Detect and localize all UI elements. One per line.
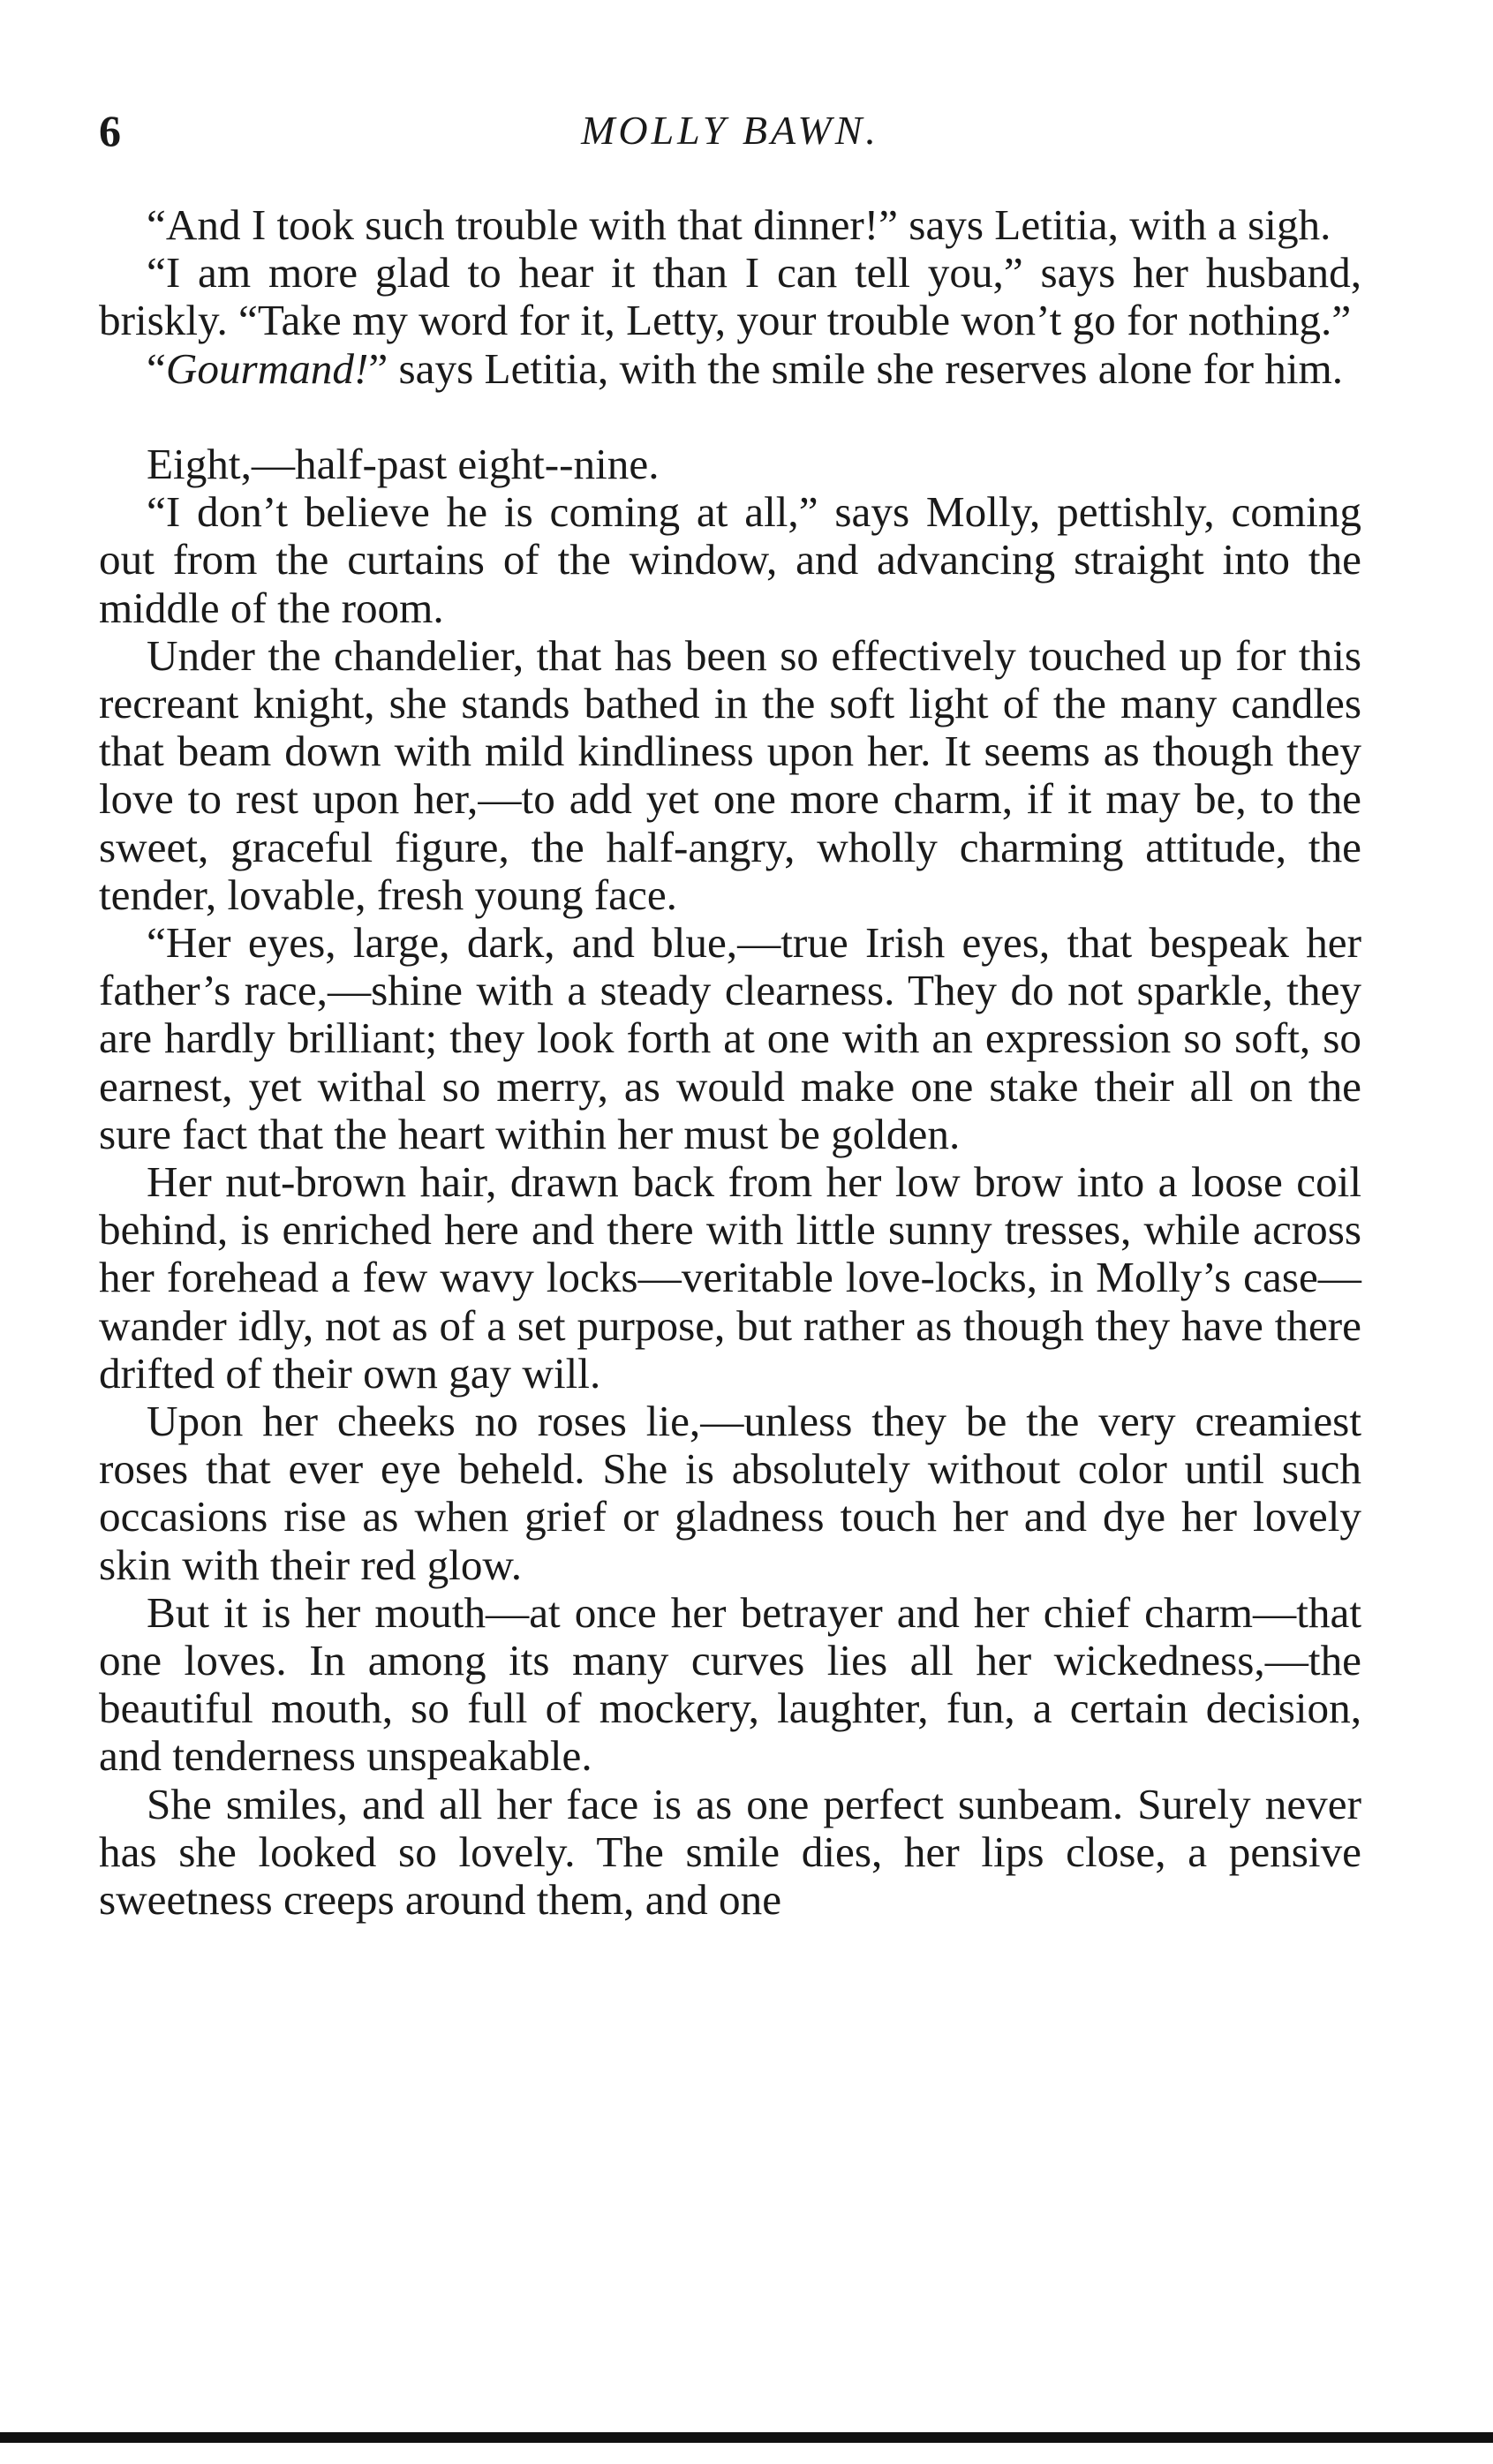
bottom-rule	[0, 2432, 1493, 2443]
paragraph: “And I took such trouble with that dinner!” says Letitia, with a sigh.	[147, 200, 1331, 249]
paragraph	[99, 345, 1361, 393]
paragraph: But it is her mouth—at once her betrayer and her chief charm—that one loves. In among its many curves lies all her wickedness,—the beautiful mouth, so full of mockery, laughter, fun, a certain decision, and tenderness unspeakable.	[99, 1587, 1361, 1781]
paragraph-rest: ” says Letitia, with the smile she reserves alone for him.	[368, 343, 1344, 393]
page-number: 6	[99, 106, 121, 155]
paragraph: Upon her cheeks no roses lie,—unless they be the very creamiest roses that ever eye beheld. She is absolutely without color until such occasions rise as when grief or gladness touch her and dye her lovely skin with their red glow.	[99, 1397, 1361, 1589]
paragraph: “Her eyes, large, dark, and blue,—true Irish eyes, that bespeak her father’s race,—shine with a steady clearness. They do not sparkle, they are hardly brilliant; they look forth at one with an expression so soft, so earnest, yet withal so merry, as would make one stake their all on the sure fact that the heart within her must be golden.	[99, 918, 1361, 1158]
emphasized-word: Gourmand!	[165, 343, 369, 393]
running-title: MOLLY BAWN.	[581, 108, 879, 153]
paragraph: “I am more glad to hear it than I can tell you,” says her husband, briskly. “Take my word for it, Letty, your trouble won’t go for nothing.”	[99, 248, 1361, 345]
page-header	[99, 104, 1361, 157]
paragraph: Eight,—half-past eight--nine.	[147, 440, 660, 488]
body-text	[99, 201, 1361, 1924]
paragraph: Her nut-brown hair, drawn back from her low brow into a loose coil behind, is enriched here and there with little sunny tresses, while across her forehead a few wavy locks—veritable love-locks, in Molly’s case—wander idly, not as of a set purpose, but rather as though they have there drifted of their own gay will.	[99, 1157, 1361, 1398]
paragraph: “I don’t believe he is coming at all,” says Molly, pettishly, coming out from the curtains of the window, and advancing straight into the middle of the room.	[99, 487, 1361, 632]
opening-quote: “	[147, 343, 166, 393]
paragraph: Under the chandelier, that has been so effectively touched up for this recreant knight, she stands bathed in the soft light of the many candles that beam down with mild kindliness upon her. It seems as though they love to rest upon her,—to add yet one more charm, if it may be, to the sweet, graceful figure, the half-angry, wholly charming attitude, the tender, lovable, fresh young face.	[99, 630, 1361, 919]
paragraph: She smiles, and all her face is as one perfect sunbeam. Surely never has she looked so lovely. The smile dies, her lips close, a pensive sweetness creeps around them, and one	[99, 1779, 1361, 1925]
